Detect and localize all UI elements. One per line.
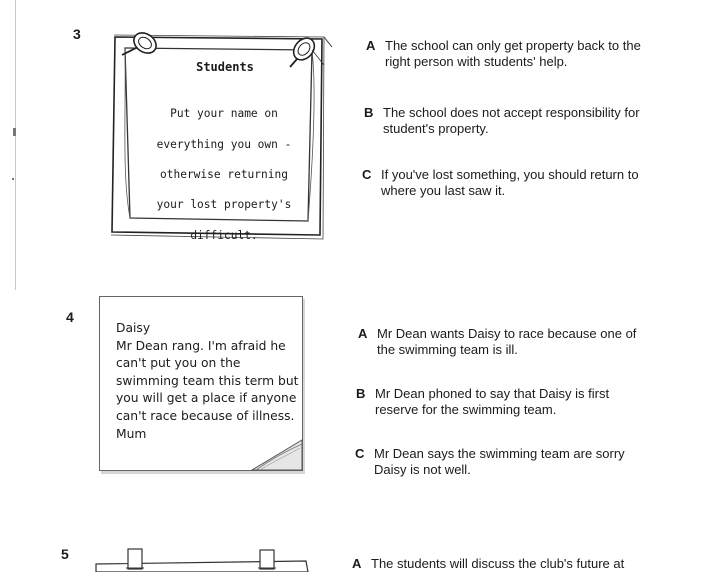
q4-option-c[interactable] bbox=[355, 446, 645, 477]
option-letter: B bbox=[364, 105, 374, 120]
option-text: If you've lost something, you should return to where you last saw it. bbox=[381, 167, 639, 198]
notice-body bbox=[135, 91, 313, 258]
option-letter: A bbox=[352, 556, 362, 571]
option-letter: C bbox=[355, 446, 365, 461]
option-text: The students will discuss the club's future at bbox=[371, 556, 625, 571]
margin-mark bbox=[13, 128, 16, 136]
notice-line: difficult. bbox=[190, 228, 258, 242]
option-text: The school does not accept responsibility for student's property. bbox=[383, 105, 640, 136]
q3-option-b[interactable] bbox=[364, 105, 654, 136]
notice-line: otherwise returning bbox=[160, 168, 288, 182]
q4-option-b[interactable] bbox=[356, 386, 648, 417]
question-number-3: 3 bbox=[73, 26, 81, 42]
q4-option-a[interactable] bbox=[358, 326, 648, 357]
notice-line: your lost property's bbox=[156, 198, 292, 212]
notice-line: everything you own - bbox=[156, 137, 292, 151]
option-letter: A bbox=[358, 326, 368, 341]
page-curl-icon bbox=[250, 438, 305, 474]
note-line: Daisy bbox=[116, 321, 151, 335]
notice-board-partial-illustration bbox=[92, 544, 312, 572]
notice-title: Students bbox=[196, 60, 254, 74]
note-line: can't race because of illness. bbox=[116, 408, 295, 423]
option-letter: B bbox=[356, 386, 366, 401]
note-line: you will get a place if anyone bbox=[116, 391, 297, 406]
option-text: Mr Dean phoned to say that Daisy is first reserve for the swimming team. bbox=[375, 386, 610, 417]
q5-option-a[interactable] bbox=[352, 556, 642, 572]
question-number-5: 5 bbox=[61, 546, 69, 562]
option-text: Mr Dean wants Daisy to race because one of the swimming team is ill. bbox=[377, 326, 637, 357]
option-text: The school can only get property back to the right person with students' help. bbox=[385, 38, 641, 69]
q3-option-a[interactable] bbox=[366, 38, 651, 69]
page-margin-line bbox=[15, 0, 16, 290]
note-line: Mr Dean rang. I'm afraid he bbox=[116, 338, 286, 353]
notice-line: Put your name on bbox=[170, 107, 278, 121]
note-line: can't put you on the bbox=[116, 356, 241, 371]
option-letter: C bbox=[362, 167, 372, 182]
option-letter: A bbox=[366, 38, 376, 53]
q3-option-c[interactable] bbox=[362, 167, 657, 198]
note-text bbox=[116, 320, 306, 443]
note-line: Mum bbox=[116, 426, 147, 441]
question-number-4: 4 bbox=[66, 309, 74, 325]
margin-dot bbox=[12, 178, 14, 180]
note-line: swimming team this term but bbox=[116, 373, 299, 388]
option-text: Mr Dean says the swimming team are sorry Daisy is not well. bbox=[374, 446, 625, 477]
